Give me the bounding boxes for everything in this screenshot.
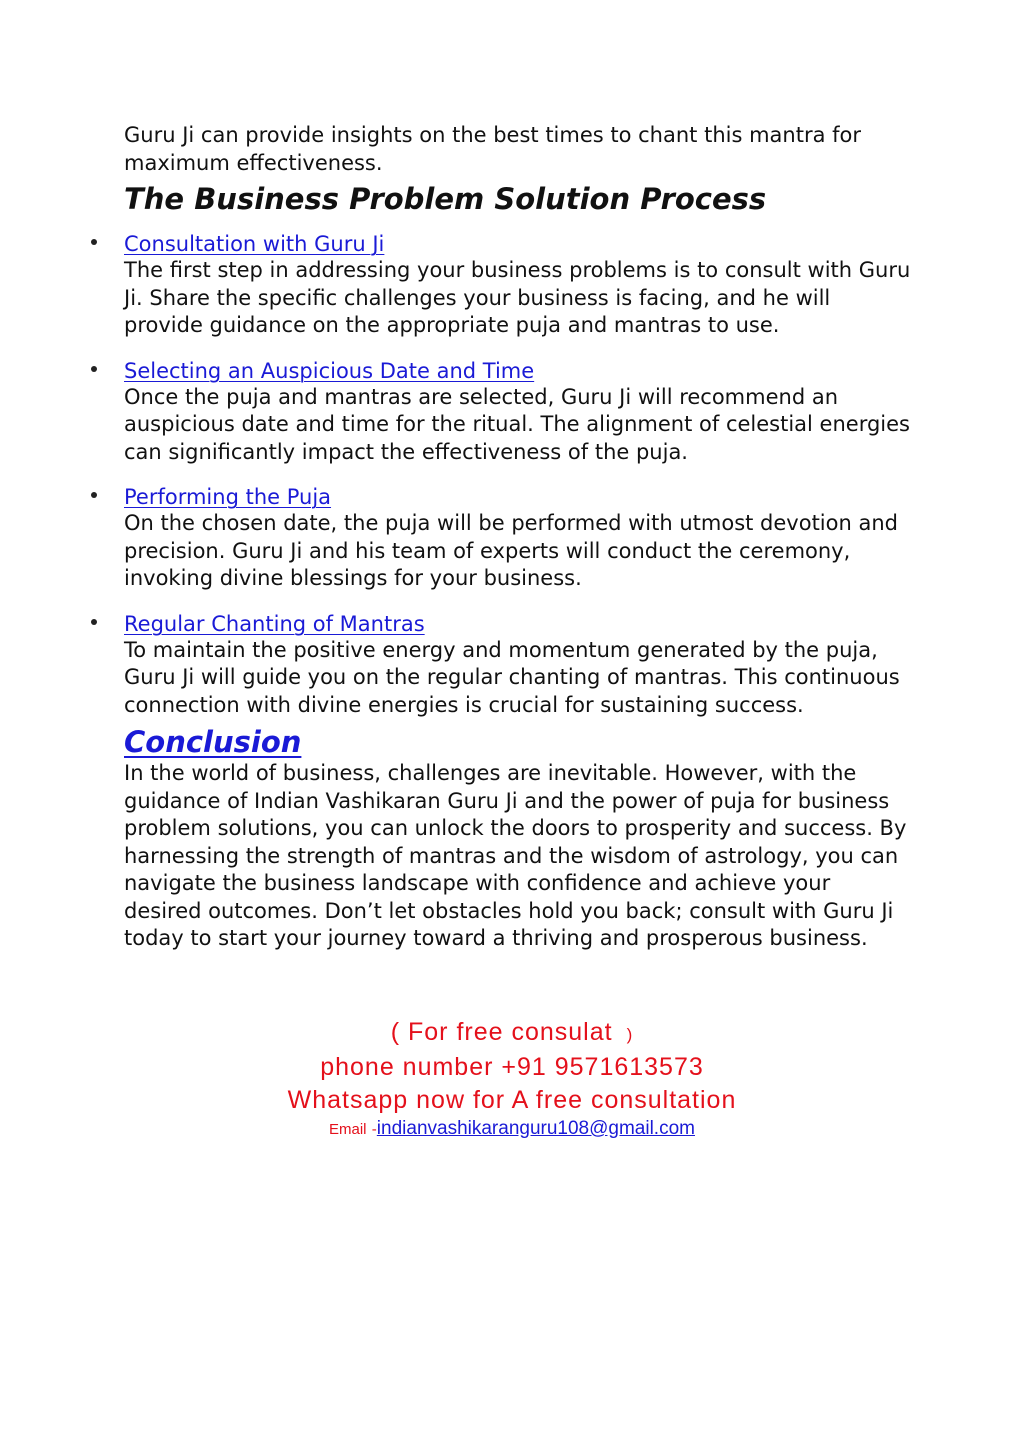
step-description: Once the puja and mantras are selected, Guru Ji will recommend an auspicious date and time for the ritual. The alignment of celestial energies can significantly impact the effectiveness of the puja. bbox=[124, 384, 910, 464]
step-link-consultation[interactable]: Consultation with Guru Ji bbox=[124, 232, 385, 256]
contact-block bbox=[0, 1016, 1024, 1142]
bullet-icon bbox=[91, 239, 97, 245]
conclusion-heading-link[interactable]: Conclusion bbox=[124, 725, 302, 759]
document-page bbox=[124, 122, 914, 953]
free-consult-text: ( For free consulat bbox=[390, 1018, 613, 1046]
step-link-auspicious-date[interactable]: Selecting an Auspicious Date and Time bbox=[124, 358, 535, 383]
email-link[interactable]: indianvashikaranguru108@gmail.com bbox=[376, 1118, 695, 1139]
step-link-chanting-mantras[interactable]: Regular Chanting of Mantras bbox=[124, 611, 425, 636]
intro-paragraph: Guru Ji can provide insights on the best times to chant this mantra for maximum effectiveness. bbox=[124, 123, 861, 175]
whatsapp-line: Whatsapp now for A free consultation bbox=[287, 1086, 737, 1114]
bullet-icon bbox=[91, 366, 97, 372]
phone-line: phone number +91 9571613573 bbox=[320, 1053, 704, 1081]
email-dash: - bbox=[371, 1121, 377, 1138]
step-description: On the chosen date, the puja will be performed with utmost devotion and precision. Guru Ji and his team of experts will conduct the ceremony, invoking divine blessings for your business. bbox=[124, 511, 898, 590]
email-line bbox=[0, 1117, 1024, 1142]
steps-list bbox=[124, 231, 914, 719]
list-item bbox=[124, 231, 914, 340]
close-paren: ) bbox=[626, 1025, 634, 1044]
step-description: To maintain the positive energy and momentum generated by the puja, Guru Ji will guide you on the regular chanting of mantras. This continuous connection with divine energies is crucial for sustaining success. bbox=[124, 637, 900, 717]
list-item bbox=[124, 358, 914, 467]
step-description: The first step in addressing your business problems is to consult with Guru Ji. Share the specific challenges your business is facing, and he will provide guidance on the appropriate puja and mantras to use. bbox=[124, 258, 911, 337]
step-link-performing-puja[interactable]: Performing the Puja bbox=[124, 485, 332, 509]
list-item bbox=[124, 484, 914, 593]
email-label: Email bbox=[329, 1121, 367, 1138]
bullet-icon bbox=[91, 619, 97, 625]
free-consult-line bbox=[0, 1016, 1024, 1051]
section-heading: The Business Problem Solution Process bbox=[124, 182, 767, 216]
bullet-icon bbox=[91, 492, 97, 498]
conclusion-paragraph: In the world of business, challenges are inevitable. However, with the guidance of Indian Vashikaran Guru Ji and the power of puja for business problem solutions, you can unlock the doors to prosperity and success. By harnessing the strength of mantras and the wisdom of astrology, you can navigate the business landscape with confidence and achieve your desired outcomes. Don’t let obstacles hold you back; consult with Guru Ji today to start your journey toward a thriving and prosperous business. bbox=[124, 761, 907, 950]
list-item bbox=[124, 611, 914, 720]
